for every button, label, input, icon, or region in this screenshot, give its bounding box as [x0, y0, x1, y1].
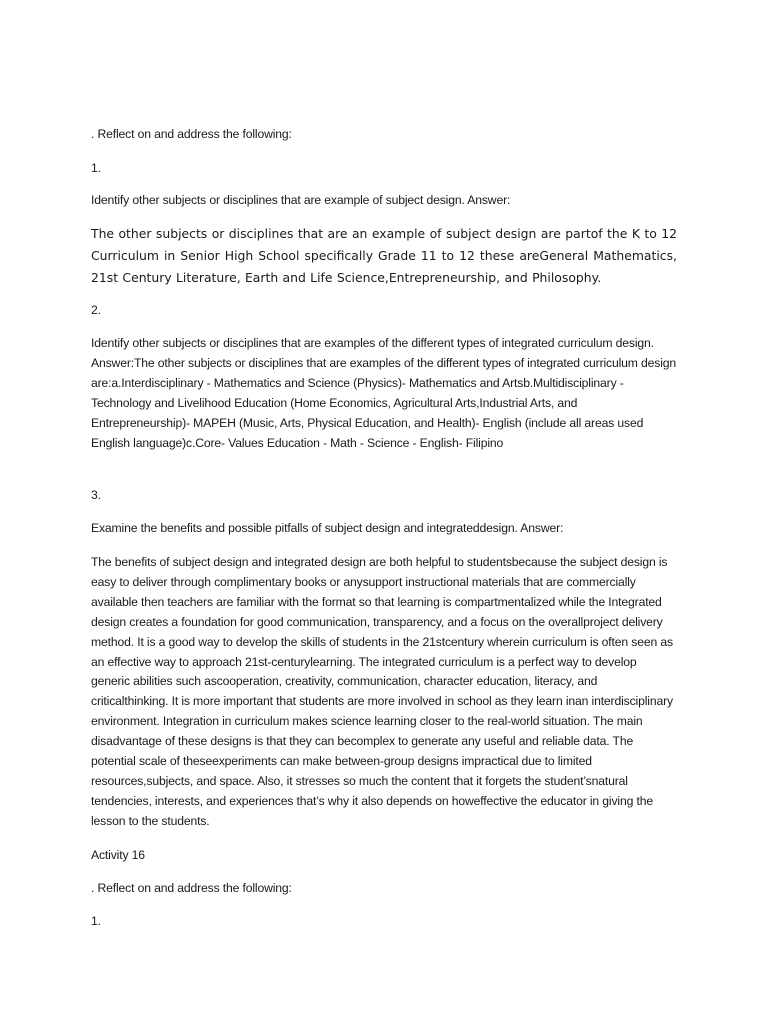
- answer-paragraph: The other subjects or disciplines that are an example of subject design are partof the K to 12 Curriculum in Senior High School specifically Grade 11 to 12 these areGeneral Mathematics, 21st Century Literature, Earth and Life Science,Entrepreneurship, and Philosophy.: [91, 226, 677, 285]
- question-number: 3.: [91, 488, 101, 502]
- question-number: 1.: [91, 914, 101, 928]
- question-prompt: Identify other subjects or disciplines that are example of subject design. Answer:: [91, 193, 511, 207]
- activity-heading: Activity 16: [91, 848, 145, 862]
- section-instruction: . Reflect on and address the following:: [91, 127, 292, 141]
- question-answer-paragraph: Identify other subjects or disciplines that are examples of the different types of integrated curriculum design. Answer:The other subjects or disciplines that are examples of the different types of integrated curriculum design are:a.Interdisciplinary - Mathematics and Science (Physics)- Mathematics and Artsb.Multidisciplinary - Technology and Livelihood Education (Home Economics, Agricultural Arts,Industrial Arts, and Entrepreneurship)- MAPEH (Music, Arts, Physical Education, and Health)- English (include all areas used English language)c.Core- Values Education - Math - Science - English- Filipino: [91, 336, 677, 450]
- question-number: 2.: [91, 303, 101, 317]
- question-number: 1.: [91, 161, 101, 175]
- question-prompt: Examine the benefits and possible pitfalls of subject design and integrateddesign. Answer:: [91, 521, 564, 535]
- answer-paragraph: The benefits of subject design and integrated design are both helpful to studentsbecause the subject design is easy to deliver through complimentary books or anysupport instructional materials that are commercially available then teachers are familiar with the format so that learning is compartmentalized while the Integrated design creates a foundation for good communication, transparency, and a focus on the overallproject delivery method. It is a good way to develop the skills of students in the 21stcentury wherein curriculum is often seen as an effective way to approach 21st-centurylearning. The integrated curriculum is a perfect way to develop generic abilities such ascooperation, creativity, communication, character education, literacy, and criticalthinking. It is more important that students are more involved in school as they learn inan interdisciplinary environment. Integration in curriculum makes science learning closer to the real-world situation. The main disadvantage of these designs is that they can becomplex to generate any useful and reliable data. The potential scale of theseexperiments can make between-group designs impractical due to limited resources,subjects, and space. Also, it stresses so much the content that it forgets the student’snatural tendencies, interests, and experiences that’s why it also depends on howeffective the educator in giving the lesson to the students.: [91, 555, 673, 828]
- section-instruction: . Reflect on and address the following:: [91, 881, 292, 895]
